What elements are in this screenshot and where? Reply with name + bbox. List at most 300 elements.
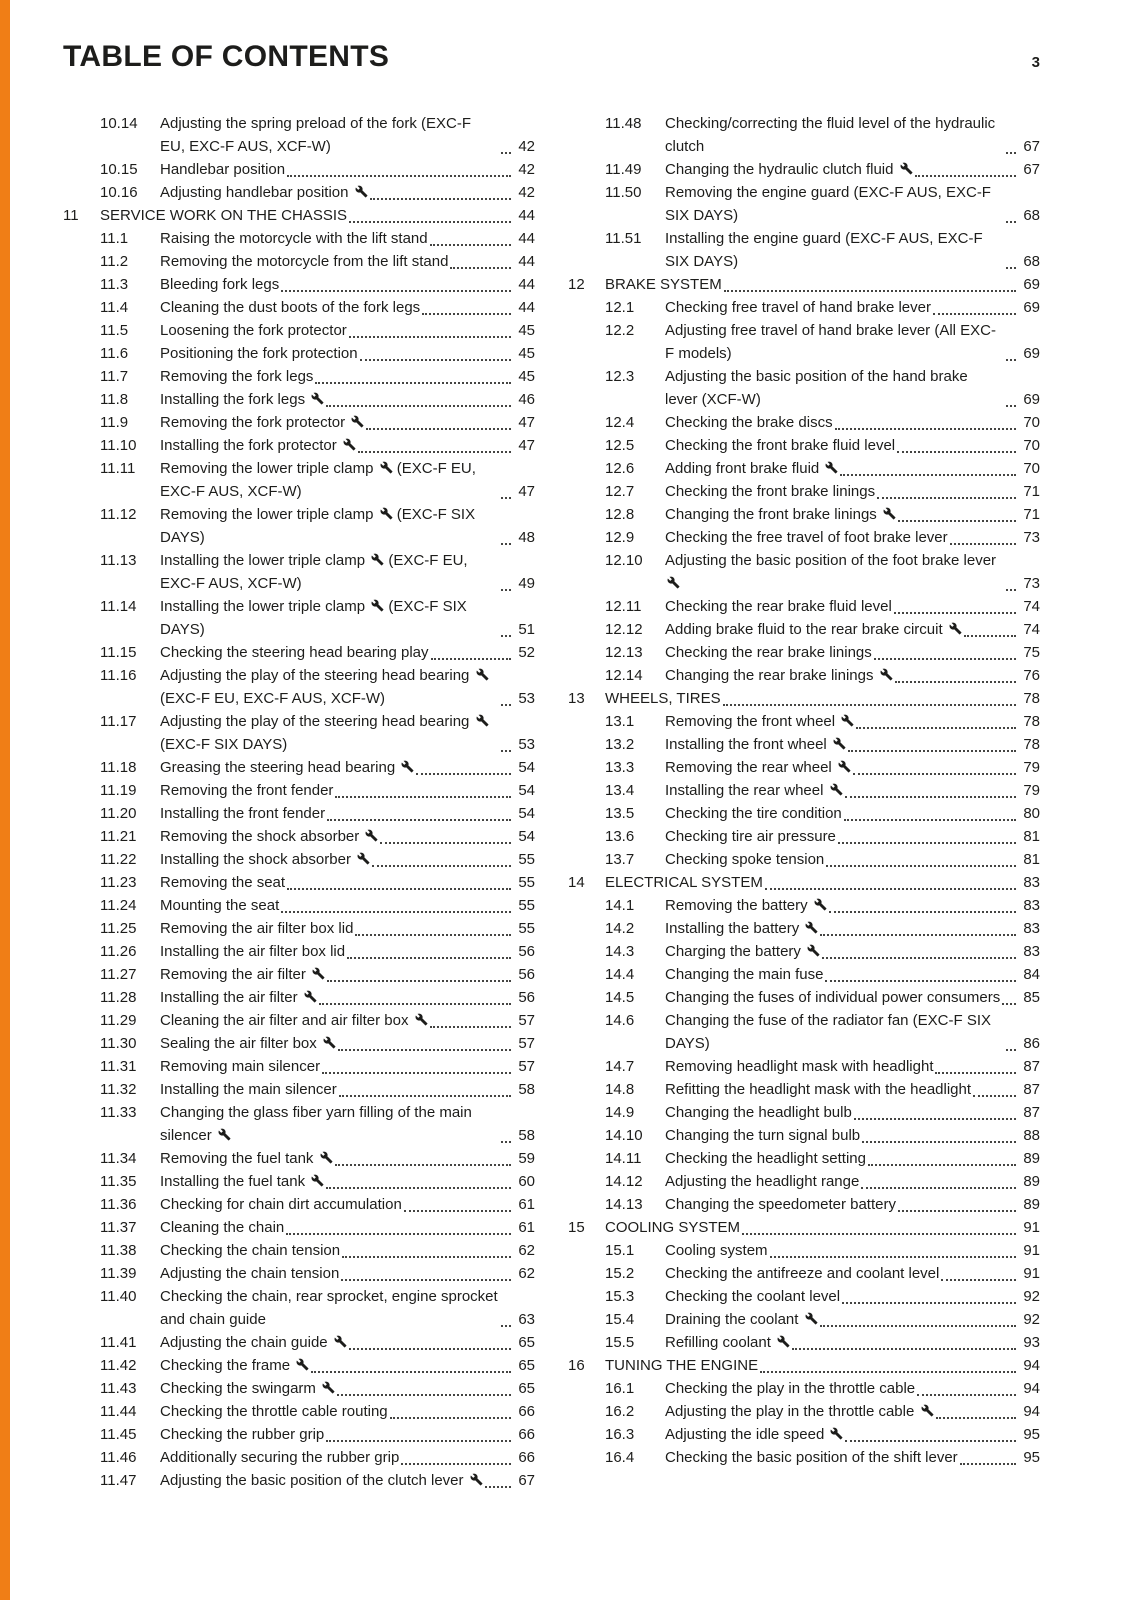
toc-section-entry[interactable]	[568, 1262, 1040, 1285]
entry-number: 11.4	[100, 299, 129, 316]
dot-leader	[935, 1072, 1016, 1074]
entry-page: 78	[1023, 690, 1040, 707]
entry-title: Bleeding fork legs	[160, 276, 280, 293]
entry-page: 56	[518, 943, 535, 960]
entry-page: 79	[1023, 759, 1040, 776]
toc-section-entry[interactable]	[568, 940, 1040, 963]
toc-section-entry[interactable]	[63, 112, 535, 158]
entry-number: 14.10	[605, 1127, 643, 1144]
entry-number: 11.20	[100, 805, 137, 822]
dot-leader	[917, 1394, 1016, 1396]
entry-number: 14.6	[605, 1012, 635, 1029]
toc-section-entry[interactable]	[63, 1377, 535, 1400]
entry-page: 49	[518, 575, 535, 592]
entry-page: 91	[1023, 1265, 1040, 1282]
toc-section-entry[interactable]	[568, 457, 1040, 480]
toc-section-entry[interactable]	[568, 112, 1040, 158]
toc-section-entry[interactable]	[568, 1170, 1040, 1193]
entry-number: 15.5	[605, 1334, 635, 1351]
toc-section-entry[interactable]	[568, 802, 1040, 825]
toc-section-entry[interactable]	[63, 181, 535, 204]
toc-section-entry[interactable]	[568, 296, 1040, 319]
toc-section-entry[interactable]	[63, 1170, 535, 1193]
entry-title: Sealing the air filter box	[160, 1032, 336, 1055]
entry-page: 58	[518, 1127, 535, 1144]
entry-number: 13	[568, 690, 585, 707]
entry-title: Removing the rear wheel	[665, 756, 851, 779]
entry-number: 11.28	[100, 989, 137, 1006]
entry-number: 14.11	[605, 1150, 642, 1167]
dot-leader	[287, 175, 511, 177]
toc-section-entry[interactable]	[63, 1009, 535, 1032]
toc-section-entry[interactable]	[63, 296, 535, 319]
entry-page: 83	[1023, 943, 1040, 960]
dot-leader	[723, 704, 1016, 706]
entry-title: Installing the fork legs	[160, 388, 324, 411]
entry-number: 11.25	[100, 920, 137, 937]
toc-section-entry[interactable]	[63, 664, 535, 710]
entry-title: Removing main silencer	[160, 1058, 321, 1075]
entry-title: Changing the rear brake linings	[665, 664, 893, 687]
dot-leader	[950, 543, 1016, 545]
toc-section-entry[interactable]	[568, 1400, 1040, 1423]
toc-section-entry[interactable]	[63, 917, 535, 940]
wrench-icon	[311, 1174, 324, 1187]
entry-title: Checking spoke tension	[665, 851, 825, 868]
toc-section-entry[interactable]	[63, 1101, 535, 1147]
toc-section-entry[interactable]	[568, 848, 1040, 871]
toc-section-entry[interactable]	[568, 1331, 1040, 1354]
toc-section-entry[interactable]	[568, 1308, 1040, 1331]
toc-section-entry[interactable]	[63, 986, 535, 1009]
toc-section-entry[interactable]	[63, 250, 535, 273]
entry-number: 12.12	[605, 621, 643, 638]
dot-leader	[770, 1256, 1016, 1258]
entry-page: 70	[1023, 460, 1040, 477]
toc-section-entry[interactable]	[63, 595, 535, 641]
toc-section-entry[interactable]	[568, 181, 1040, 227]
entry-title: Removing the front fender	[160, 782, 334, 799]
entry-number: 12.14	[605, 667, 643, 684]
entry-number: 11.2	[100, 253, 129, 270]
toc-section-entry[interactable]	[63, 963, 535, 986]
dot-leader	[936, 1417, 1017, 1419]
dot-leader	[349, 336, 511, 338]
dot-leader	[326, 1440, 511, 1442]
entry-title: Removing the battery	[665, 894, 827, 917]
entry-page: 71	[1023, 483, 1040, 500]
entry-number: 11.33	[100, 1104, 137, 1121]
toc-section-entry[interactable]	[63, 273, 535, 296]
toc-section-entry[interactable]	[63, 1147, 535, 1170]
dot-leader	[322, 1072, 511, 1074]
entry-page: 68	[1023, 207, 1040, 224]
entry-number: 11	[63, 207, 79, 224]
toc-section-entry[interactable]	[63, 779, 535, 802]
wrench-icon	[949, 622, 962, 635]
entry-page: 54	[518, 759, 535, 776]
dot-leader	[960, 1463, 1016, 1465]
toc-section-entry[interactable]	[568, 1446, 1040, 1469]
entry-number: 11.48	[605, 115, 642, 132]
toc-section-entry[interactable]	[568, 825, 1040, 848]
dot-leader	[835, 428, 1016, 430]
toc-section-entry[interactable]	[63, 710, 535, 756]
toc-section-entry[interactable]	[568, 1147, 1040, 1170]
wrench-icon	[807, 944, 820, 957]
entry-title: Checking the play in the throttle cable	[665, 1380, 916, 1397]
toc-section-entry[interactable]	[568, 1055, 1040, 1078]
entry-title: Checking free travel of hand brake lever	[665, 299, 931, 316]
dot-leader	[327, 980, 511, 982]
entry-page: 87	[1023, 1104, 1040, 1121]
entry-number: 11.40	[100, 1288, 137, 1305]
entry-number: 13.4	[605, 782, 635, 799]
toc-section-entry[interactable]	[568, 664, 1040, 687]
entry-title: Removing the front wheel	[665, 710, 854, 733]
dot-leader	[501, 1141, 511, 1143]
toc-section-entry[interactable]	[63, 1193, 535, 1216]
entry-title: Removing the fork protector	[160, 411, 364, 434]
toc-section-entry[interactable]	[63, 871, 535, 894]
entry-title: Loosening the fork protector	[160, 322, 347, 339]
entry-title: Checking the basic position of the shift lever	[665, 1449, 958, 1466]
dot-leader	[337, 1394, 511, 1396]
toc-section-entry[interactable]	[63, 411, 535, 434]
entry-page: 91	[1023, 1219, 1040, 1236]
dot-leader	[1006, 267, 1016, 269]
entry-number: 14	[568, 874, 585, 891]
entry-title: Checking tire air pressure	[665, 828, 836, 845]
entry-title: Adjusting the play in the throttle cable	[665, 1400, 934, 1423]
wrench-icon	[380, 507, 393, 520]
entry-title: Adjusting the idle speed	[665, 1423, 843, 1446]
toc-section-entry[interactable]	[568, 227, 1040, 273]
toc-section-entry[interactable]	[568, 986, 1040, 1009]
toc-section-entry[interactable]	[568, 503, 1040, 526]
entry-number: 16.2	[605, 1403, 635, 1420]
wrench-icon	[841, 714, 854, 727]
toc-section-entry[interactable]	[568, 434, 1040, 457]
entry-number: 11.3	[100, 276, 129, 293]
dot-leader	[1006, 589, 1016, 591]
dot-leader	[327, 819, 511, 821]
entry-number: 11.39	[100, 1265, 137, 1282]
toc-section-entry[interactable]	[568, 319, 1040, 365]
entry-title: Checking the front brake linings	[665, 483, 876, 500]
wrench-icon	[334, 1335, 347, 1348]
toc-section-entry[interactable]	[63, 1469, 535, 1492]
dot-leader	[404, 1210, 511, 1212]
wrench-icon	[805, 1312, 818, 1325]
wrench-icon	[311, 392, 324, 405]
dot-leader	[820, 934, 1016, 936]
toc-section-entry[interactable]	[568, 1078, 1040, 1101]
entry-number: 11.27	[100, 966, 137, 983]
entry-title: Checking the rear brake fluid level	[665, 598, 892, 615]
entry-number: 11.43	[100, 1380, 137, 1397]
toc-section-entry[interactable]	[568, 1193, 1040, 1216]
page-title: TABLE OF CONTENTS	[63, 40, 390, 73]
dot-leader	[335, 1164, 511, 1166]
entry-title: Refilling coolant	[665, 1331, 790, 1354]
left-accent-bar	[0, 0, 10, 1600]
toc-section-entry[interactable]	[63, 1423, 535, 1446]
entry-number: 12.10	[605, 552, 643, 569]
entry-number: 15.3	[605, 1288, 635, 1305]
toc-section-entry[interactable]	[63, 1446, 535, 1469]
entry-number: 10.15	[100, 161, 138, 178]
toc-section-entry[interactable]	[63, 342, 535, 365]
entry-title: Installing the fork protector	[160, 434, 356, 457]
entry-number: 11.46	[100, 1449, 137, 1466]
entry-page: 61	[518, 1219, 535, 1236]
dot-leader	[341, 1279, 511, 1281]
entry-number: 13.2	[605, 736, 635, 753]
entry-page: 85	[1023, 989, 1040, 1006]
entry-number: 11.23	[100, 874, 137, 891]
toc-section-entry[interactable]	[63, 227, 535, 250]
wrench-icon	[355, 185, 368, 198]
entry-title: Removing the engine guard (EXC-F AUS, EXC-F SIX DAYS)	[665, 184, 991, 224]
toc-section-entry[interactable]	[568, 549, 1040, 595]
entry-number: 12.8	[605, 506, 635, 523]
entry-page: 67	[518, 1472, 535, 1489]
toc-section-entry[interactable]	[63, 158, 535, 181]
toc-section-entry[interactable]	[63, 1285, 535, 1331]
toc-chapter-entry[interactable]	[568, 273, 1040, 296]
entry-page: 74	[1023, 621, 1040, 638]
entry-title: Installing the front fender	[160, 805, 326, 822]
entry-number: 11.42	[100, 1357, 137, 1374]
dot-leader	[856, 727, 1016, 729]
toc-section-entry[interactable]	[568, 894, 1040, 917]
dot-leader	[422, 313, 511, 315]
toc-section-entry[interactable]	[63, 940, 535, 963]
wrench-icon	[833, 737, 846, 750]
dot-leader	[319, 1003, 511, 1005]
toc-section-entry[interactable]	[63, 848, 535, 871]
entry-page: 57	[518, 1012, 535, 1029]
entry-title: Adjusting handlebar position	[160, 181, 368, 204]
wrench-icon	[401, 760, 414, 773]
toc-chapter-entry[interactable]	[568, 1354, 1040, 1377]
toc-section-entry[interactable]	[63, 1055, 535, 1078]
toc-section-entry[interactable]	[63, 894, 535, 917]
entry-page: 54	[518, 828, 535, 845]
entry-page: 55	[518, 897, 535, 914]
toc-section-entry[interactable]	[63, 319, 535, 342]
toc-section-entry[interactable]	[568, 1101, 1040, 1124]
toc-section-entry[interactable]	[63, 434, 535, 457]
toc-section-entry[interactable]	[63, 756, 535, 779]
toc-section-entry[interactable]	[568, 411, 1040, 434]
toc-section-entry[interactable]	[568, 641, 1040, 664]
entry-number: 11.18	[100, 759, 137, 776]
entry-title: Positioning the fork protection	[160, 345, 358, 362]
entry-page: 57	[518, 1035, 535, 1052]
entry-number: 11.36	[100, 1196, 137, 1213]
toc-column-right	[568, 112, 1040, 1492]
entry-page: 42	[518, 184, 535, 201]
dot-leader	[349, 221, 511, 223]
entry-title: Changing the turn signal bulb	[665, 1127, 861, 1144]
toc-section-entry[interactable]	[63, 549, 535, 595]
entry-number: 14.12	[605, 1173, 643, 1190]
dot-leader	[431, 658, 511, 660]
toc-section-entry[interactable]	[568, 963, 1040, 986]
toc-section-entry[interactable]	[568, 733, 1040, 756]
entry-page: 65	[518, 1357, 535, 1374]
toc-section-entry[interactable]	[63, 825, 535, 848]
toc-section-entry[interactable]	[63, 1239, 535, 1262]
entry-page: 67	[1023, 161, 1040, 178]
entry-title: COOLING SYSTEM	[605, 1219, 741, 1236]
entry-number: 11.29	[100, 1012, 137, 1029]
toc-section-entry[interactable]	[568, 1124, 1040, 1147]
entry-number: 16.3	[605, 1426, 635, 1443]
entry-number: 14.3	[605, 943, 635, 960]
toc-section-entry[interactable]	[63, 388, 535, 411]
toc-section-entry[interactable]	[568, 756, 1040, 779]
entry-page: 48	[518, 529, 535, 546]
toc-section-entry[interactable]	[568, 1377, 1040, 1400]
dot-leader	[286, 1233, 511, 1235]
toc-section-entry[interactable]	[568, 365, 1040, 411]
toc-section-entry[interactable]	[63, 1032, 535, 1055]
dot-leader	[898, 1210, 1016, 1212]
toc-section-entry[interactable]	[568, 710, 1040, 733]
toc-section-entry[interactable]	[63, 802, 535, 825]
entry-number: 13.5	[605, 805, 635, 822]
toc-section-entry[interactable]	[568, 779, 1040, 802]
toc-section-entry[interactable]	[568, 1423, 1040, 1446]
toc-chapter-entry[interactable]	[568, 687, 1040, 710]
wrench-icon	[830, 783, 843, 796]
toc-section-entry[interactable]	[568, 1285, 1040, 1308]
wrench-icon	[371, 599, 384, 612]
toc-section-entry[interactable]	[568, 1239, 1040, 1262]
toc-chapter-entry[interactable]	[63, 204, 535, 227]
wrench-icon	[777, 1335, 790, 1348]
entry-page: 95	[1023, 1426, 1040, 1443]
entry-page: 42	[518, 138, 535, 155]
toc-section-entry[interactable]	[568, 158, 1040, 181]
toc-section-entry[interactable]	[63, 457, 535, 503]
entry-title: Installing the fuel tank	[160, 1170, 324, 1193]
toc-section-entry[interactable]	[63, 365, 535, 388]
entry-number: 11.19	[100, 782, 137, 799]
toc-section-entry[interactable]	[63, 1262, 535, 1285]
dot-leader	[842, 1302, 1016, 1304]
entry-page: 73	[1023, 575, 1040, 592]
dot-leader	[281, 290, 511, 292]
entry-title: Cleaning the chain	[160, 1219, 285, 1236]
toc-section-entry[interactable]	[568, 1009, 1040, 1055]
entry-title: Additionally securing the rubber grip	[160, 1449, 400, 1466]
wrench-icon	[320, 1151, 333, 1164]
toc-section-entry[interactable]	[568, 917, 1040, 940]
dot-leader	[760, 1371, 1016, 1373]
entry-page: 69	[1023, 391, 1040, 408]
entry-page: 44	[518, 253, 535, 270]
dot-leader	[895, 681, 1016, 683]
entry-number: 11.37	[100, 1219, 137, 1236]
toc-chapter-entry[interactable]	[568, 1216, 1040, 1239]
entry-title: Removing headlight mask with headlight	[665, 1058, 934, 1075]
entry-title: WHEELS, TIRES	[605, 690, 721, 707]
dot-leader	[853, 773, 1016, 775]
entry-title: Changing the main fuse	[665, 966, 824, 983]
entry-page: 89	[1023, 1150, 1040, 1167]
entry-title: Installing the air filter box lid	[160, 943, 346, 960]
toc-section-entry[interactable]	[63, 503, 535, 549]
dot-leader	[897, 451, 1016, 453]
entry-number: 11.8	[100, 391, 129, 408]
entry-page: 94	[1023, 1403, 1040, 1420]
toc-section-entry[interactable]	[63, 1078, 535, 1101]
toc-chapter-entry[interactable]	[568, 871, 1040, 894]
entry-title: Draining the coolant	[665, 1308, 818, 1331]
entry-page: 91	[1023, 1242, 1040, 1259]
folio-page-number: 3	[1031, 54, 1040, 71]
entry-page: 67	[1023, 138, 1040, 155]
entry-page: 69	[1023, 276, 1040, 293]
dot-leader	[416, 773, 511, 775]
wrench-icon	[415, 1013, 428, 1026]
entry-page: 86	[1023, 1035, 1040, 1052]
entry-number: 14.7	[605, 1058, 635, 1075]
entry-number: 12.5	[605, 437, 635, 454]
toc-section-entry[interactable]	[63, 1216, 535, 1239]
entry-number: 11.32	[100, 1081, 137, 1098]
entry-page: 47	[518, 414, 535, 431]
dot-leader	[501, 497, 511, 499]
entry-page: 87	[1023, 1058, 1040, 1075]
entry-title: Installing the air filter	[160, 986, 317, 1009]
entry-number: 16.4	[605, 1449, 635, 1466]
entry-page: 56	[518, 966, 535, 983]
entry-number: 12.11	[605, 598, 642, 615]
entry-number: 11.49	[605, 161, 642, 178]
toc-section-entry[interactable]	[63, 641, 535, 664]
dot-leader	[347, 957, 511, 959]
wrench-icon	[883, 507, 896, 520]
entry-page: 70	[1023, 437, 1040, 454]
toc-section-entry[interactable]	[568, 480, 1040, 503]
entry-number: 12.3	[605, 368, 635, 385]
entry-number: 11.6	[100, 345, 129, 362]
entry-title: Checking the rubber grip	[160, 1426, 325, 1443]
entry-page: 45	[518, 322, 535, 339]
entry-number: 12.9	[605, 529, 635, 546]
toc-section-entry[interactable]	[63, 1354, 535, 1377]
toc-section-entry[interactable]	[63, 1400, 535, 1423]
toc-section-entry[interactable]	[568, 618, 1040, 641]
entry-title: Adjusting free travel of hand brake lever (All EXC-F models)	[665, 322, 996, 362]
entry-page: 78	[1023, 713, 1040, 730]
entry-title: Checking the tire condition	[665, 805, 842, 822]
entry-title: Checking for chain dirt accumulation	[160, 1196, 402, 1213]
dot-leader	[894, 612, 1016, 614]
dot-leader	[840, 474, 1016, 476]
entry-number: 13.6	[605, 828, 635, 845]
dot-leader	[501, 589, 511, 591]
wrench-icon	[667, 576, 680, 589]
toc-section-entry[interactable]	[568, 526, 1040, 549]
toc-section-entry[interactable]	[63, 1331, 535, 1354]
toc-section-entry[interactable]	[568, 595, 1040, 618]
